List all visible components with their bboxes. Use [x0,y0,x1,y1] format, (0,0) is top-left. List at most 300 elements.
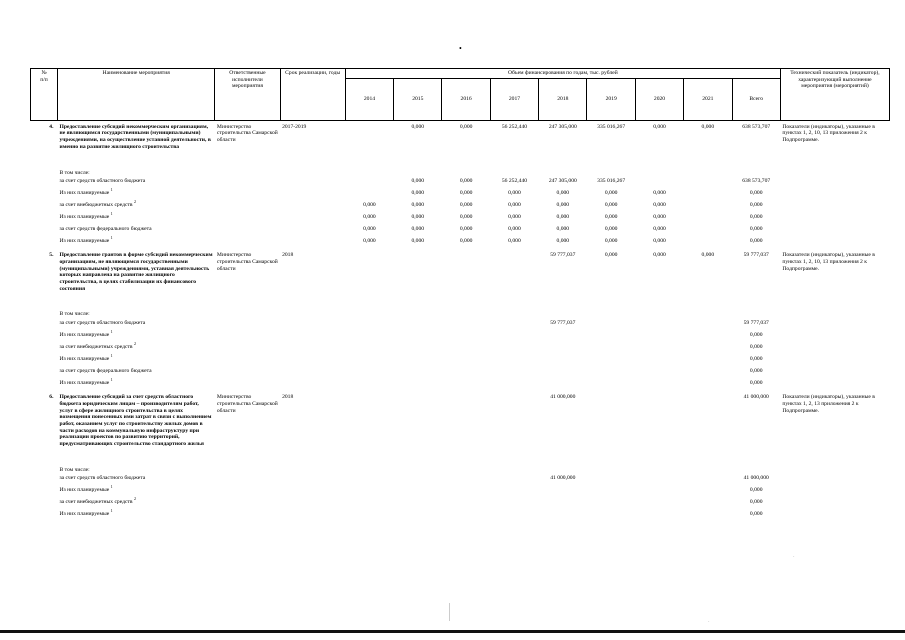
source-year-value [490,474,538,486]
header-name: Наименование мероприятия [57,69,214,121]
source-year-value [587,367,635,379]
source-total: 0,000 [749,332,763,339]
row-spacer [31,449,58,475]
source-year-value: 335 016,267 [597,178,626,185]
funding-source-label [57,225,345,237]
source-year-value [587,498,635,510]
measure-year-value: 0,000 [701,252,715,259]
source-year-value [684,225,732,237]
row-spacer [31,474,58,486]
source-year-value: 0,000 [411,214,425,221]
funding-source-text: Из них планируемые [59,214,110,221]
footnote-mark: 1 [110,484,113,490]
funding-source-label [57,486,345,498]
funding-source-text: за счет внебюджетных средств [59,202,133,209]
funding-source-text: за счет средств федерального бюджета [59,226,152,233]
source-year-value [490,331,538,343]
source-year-value: 0,000 [604,226,618,233]
source-year-value: 0,000 [459,214,473,221]
row-spacer [31,213,58,225]
source-year-value [345,510,393,522]
source-year-value [684,474,732,486]
funding-source-row [31,319,890,331]
scan-mark: · [793,555,795,560]
source-year-value: 0,000 [508,238,521,245]
row-spacer [31,343,58,355]
footnote-mark: 2 [133,341,136,347]
measure-year-value: 0,000 [459,123,473,130]
funding-source-row [31,379,890,391]
source-year-value [345,498,393,510]
source-year-value [442,379,490,391]
source-total: 0,000 [749,380,763,387]
source-year-value [684,498,732,510]
measure-term: 2018 [282,394,294,401]
row-spacer [780,486,889,498]
source-year-value [394,331,442,343]
source-year-value: 0,000 [508,226,521,233]
row-spacer [780,343,889,355]
source-year-value: 0,000 [363,214,376,221]
source-year-value [394,474,442,486]
measure-number: 5. [49,252,54,259]
source-total: 0,000 [749,190,763,197]
funding-source-row [31,343,890,355]
measure-total: 41 000,000 [743,394,769,401]
funding-source-row [31,189,890,201]
source-year-value [635,498,683,510]
row-spacer [31,189,58,201]
source-year-value [587,331,635,343]
measure-year-value: 0,000 [411,123,425,130]
source-year-value [394,510,442,522]
measure-responsible: Министерство строительства Самарской области [216,252,278,272]
including-row [31,449,890,475]
measure-year-value [442,249,490,293]
footnote-mark: 1 [110,187,113,193]
footnote-mark: 1 [110,377,113,383]
source-year-value [587,379,635,391]
source-year-value: 0,000 [363,202,376,209]
source-total: 0,000 [749,344,763,351]
source-year-value: 0,000 [508,190,521,197]
funding-source-text: за счет средств областного бюджета [59,178,146,185]
funding-source-text: за счет внебюджетных средств [59,499,133,506]
header-term: Срок реализации, годы [280,69,345,121]
row-spacer [780,498,889,510]
measure-year-value [442,391,490,449]
scan-line [449,603,450,621]
source-year-value [345,189,393,201]
footnote-mark: 1 [110,508,113,514]
source-year-value [684,319,732,331]
source-year-value [684,379,732,391]
row-spacer [780,201,889,213]
source-year-value [635,379,683,391]
row-spacer [31,486,58,498]
measure-year-value: 59 777,037 [550,252,576,259]
source-year-value: 0,000 [508,214,521,221]
source-year-value [684,510,732,522]
funding-source-row [31,237,890,249]
source-year-value [635,367,683,379]
header-year: 2016 [442,78,490,120]
table-body [31,120,890,522]
source-year-value [635,474,683,486]
row-spacer [31,510,58,522]
scan-mark: · [708,620,710,625]
source-year-value [587,510,635,522]
source-year-value [490,367,538,379]
funding-source-text: за счет средств областного бюджета [59,475,146,482]
row-spacer [31,201,58,213]
measure-year-value [635,391,683,449]
funding-source-text: Из них планируемые [59,356,110,363]
row-spacer [780,510,889,522]
source-year-value: 247 305,000 [548,178,577,185]
source-year-value [442,319,490,331]
measure-year-value: 41 000,000 [550,394,576,401]
measure-term: 2018 [282,252,294,259]
source-total: 0,000 [749,356,763,363]
measure-year-value [394,249,442,293]
source-year-value [442,355,490,367]
measure-number: 4. [49,123,54,130]
source-year-value [394,343,442,355]
measure-year-value: 56 252,440 [501,123,528,130]
funding-source-row [31,355,890,367]
source-year-value: 0,000 [459,178,473,185]
source-year-value [635,319,683,331]
source-year-value [490,486,538,498]
measure-number: 6. [49,394,54,401]
source-year-value [345,331,393,343]
source-year-value [635,331,683,343]
source-year-value [490,379,538,391]
source-year-value [394,486,442,498]
footnote-mark: 1 [110,353,113,359]
source-year-value: 0,000 [411,226,425,233]
source-year-value [539,367,587,379]
source-year-value: 0,000 [508,202,521,209]
source-year-value [490,319,538,331]
source-year-value [394,355,442,367]
source-year-value: 0,000 [604,238,618,245]
source-year-value [684,213,732,225]
including-label: В том числе: [59,466,90,473]
source-year-value [539,343,587,355]
source-total: 0,000 [749,487,763,494]
measure-row [31,391,890,449]
source-year-value [635,177,683,189]
source-year-value [587,486,635,498]
row-spacer [31,498,58,510]
source-year-value [539,486,587,498]
source-year-value: 59 777,037 [550,320,576,327]
source-year-value: 0,000 [459,226,473,233]
funding-source-label [57,213,345,225]
source-year-value: 0,000 [363,238,376,245]
scan-bottom-rule [0,630,905,633]
funding-source-label [57,379,345,391]
source-year-value: 0,000 [653,214,666,221]
source-year-value: 0,000 [556,190,570,197]
funding-source-text: Из них планируемые [59,332,110,339]
measure-name: Предоставление субсидий за счет средств областного бюджета юридическим лицам – производителям работ, услуг в сфере жилищного строительства в целях возмещения понесенных ими затрат в связи с выполнением работ, оказанием услуг по строительству жилых домов в части расходов на коммунальную инфраструктуру при реализации проектов по развитию территорий, предусматривающих строительство стандартного жилья [59,394,212,448]
funding-source-row [31,510,890,522]
measure-total: 638 573,707 [742,123,771,130]
measure-responsible: Министерство строительства Самарской области [216,394,278,414]
source-year-value: 0,000 [604,202,618,209]
source-year-value [394,367,442,379]
funding-source-label [57,343,345,355]
funding-source-label [57,367,345,379]
source-year-value [345,319,393,331]
source-year-value [442,486,490,498]
funding-table [30,68,890,522]
row-spacer [31,367,58,379]
source-year-value [345,486,393,498]
funding-source-row [31,486,890,498]
source-year-value: 0,000 [363,226,376,233]
source-total: 0,000 [749,511,763,518]
source-year-value [442,367,490,379]
source-total: 0,000 [749,214,763,221]
source-year-value [539,379,587,391]
source-year-value [442,498,490,510]
source-year-value: 0,000 [459,238,473,245]
measure-indicator: Показатели (индикаторы), указанные в пунктах 1, 2, 10, 13 приложения 2 к Подпрограмме. [782,123,875,144]
source-year-value: 0,000 [604,190,618,197]
measure-year-value [490,249,538,293]
funding-source-text: за счет средств федерального бюджета [59,368,152,375]
source-year-value [684,343,732,355]
source-year-value: 0,000 [411,178,425,185]
source-year-value: 0,000 [653,202,666,209]
row-spacer [31,237,58,249]
header-year: 2019 [587,78,635,120]
source-year-value: 0,000 [411,202,425,209]
source-year-value [587,343,635,355]
source-year-value [539,498,587,510]
source-total: 0,000 [749,368,763,375]
measure-term: 2017-2019 [282,123,307,130]
source-total: 638 573,707 [742,178,771,185]
measure-responsible: Министерство строительства Самарской области [216,123,278,144]
source-year-value [345,343,393,355]
row-spacer [31,319,58,331]
source-year-value: 56 252,440 [501,178,528,185]
funding-source-label [57,319,345,331]
source-year-value [345,355,393,367]
funding-source-text: Из них планируемые [59,190,110,197]
source-year-value: 0,000 [653,238,666,245]
measure-year-value: 0,000 [701,123,715,130]
source-year-value: 0,000 [653,226,666,233]
funding-source-label [57,498,345,510]
footnote-mark: 1 [110,329,113,335]
including-label: В том числе: [59,311,90,318]
source-year-value: 0,000 [556,238,570,245]
table-header [31,69,890,121]
header-year: 2018 [539,78,587,120]
source-year-value [587,474,635,486]
source-year-value [490,510,538,522]
source-year-value: 0,000 [556,214,570,221]
source-year-value [345,474,393,486]
source-year-value [490,498,538,510]
source-year-value [587,355,635,367]
measure-name: Предоставление субсидий некоммерческим организациям, не являющимся государственными (муниципальными) учреждениями, на осуществление уставной деятельности, в именно на развитие жилищного строительства [59,123,211,150]
source-year-value [684,486,732,498]
funding-source-label [57,177,345,189]
source-year-value [635,486,683,498]
measure-indicator: Показатели (индикаторы), указанные в пунктах 1, 2, 13 приложения 2 к Подпрограмме. [782,394,875,414]
source-year-value [442,510,490,522]
source-total: 0,000 [749,226,763,233]
source-year-value [539,331,587,343]
source-total: 0,000 [749,499,763,506]
measure-year-value: 0,000 [653,252,666,259]
source-year-value [684,237,732,249]
source-year-value [345,379,393,391]
source-year-value: 0,000 [556,202,570,209]
measure-year-value: 247 305,000 [548,123,577,130]
row-spacer [31,355,58,367]
footnote-mark: 2 [133,496,136,502]
header-total: Всего [732,78,780,120]
row-spacer [31,293,58,319]
measure-row [31,120,890,151]
footnote-mark: 2 [133,199,136,205]
source-year-value [490,343,538,355]
row-spacer [780,213,889,225]
measure-indicator: Показатели (индикаторы), указанные в пунктах 1, 2, 10, 13 приложения 2 к Подпрограмме. [782,252,875,272]
header-funding: Объем финансирования по годам, тыс. рублей [345,69,780,79]
funding-source-text: за счет средств областного бюджета [59,320,146,327]
header-year: 2017 [490,78,538,120]
source-year-value [635,355,683,367]
row-spacer [780,331,889,343]
measure-year-value [394,391,442,449]
source-year-value [539,355,587,367]
funding-source-row [31,331,890,343]
source-year-value [442,343,490,355]
measure-year-value: 0,000 [604,252,618,259]
measure-year-value [490,391,538,449]
source-year-value: 41 000,000 [550,475,576,482]
measure-year-value [684,391,732,449]
source-total: 0,000 [749,202,763,209]
funding-source-row [31,498,890,510]
funding-source-label [57,189,345,201]
footnote-mark: 1 [110,235,113,241]
measure-year-value: 0,000 [653,123,666,130]
source-year-value [684,189,732,201]
measure-total: 59 777,037 [743,252,769,259]
source-year-value: 0,000 [556,226,570,233]
footnote-mark: 1 [110,211,113,217]
measure-name: Предоставление грантов в форме субсидий некоммерческим организациям, не являющимся государственными (муниципальными) учреждениями, уставная деятельность которых направлена на развитие жилищного строительства, в целях стабилизации их финансового состояния [59,252,213,292]
source-year-value [345,367,393,379]
measure-year-value [587,391,635,449]
funding-source-label [57,510,345,522]
funding-source-row [31,213,890,225]
including-row [31,152,890,178]
row-spacer [31,331,58,343]
source-year-value: 0,000 [411,238,425,245]
row-spacer [31,225,58,237]
source-year-value [442,331,490,343]
header-year: 2020 [635,78,683,120]
source-year-value [684,331,732,343]
source-year-value: 0,000 [604,214,618,221]
row-spacer [780,474,889,486]
source-year-value [394,379,442,391]
source-year-value [684,201,732,213]
source-year-value: 0,000 [459,202,473,209]
funding-source-text: Из них планируемые [59,380,110,387]
page-dot: • [459,44,462,53]
header-no: № п/п [31,69,58,121]
source-year-value [539,510,587,522]
header-year: 2014 [345,78,393,120]
source-year-value [345,177,393,189]
measure-year-value [345,120,393,151]
source-year-value [684,177,732,189]
source-year-value [394,498,442,510]
source-year-value [635,343,683,355]
source-year-value [684,367,732,379]
including-row [31,293,890,319]
row-spacer [31,177,58,189]
funding-source-row [31,367,890,379]
measure-year-value [345,249,393,293]
row-spacer [780,319,889,331]
funding-source-label [57,355,345,367]
row-spacer [780,237,889,249]
source-total: 41 000,000 [743,475,769,482]
row-spacer [780,189,889,201]
source-year-value [684,355,732,367]
funding-source-text: Из них планируемые [59,238,110,245]
row-spacer [780,355,889,367]
source-total: 59 777,037 [743,320,769,327]
source-year-value [394,319,442,331]
measure-year-value [345,391,393,449]
funding-source-label [57,474,345,486]
funding-source-label [57,201,345,213]
source-year-value [587,319,635,331]
including-label: В том числе: [59,169,90,176]
source-year-value: 0,000 [459,190,473,197]
header-indicator: Технический показатель (индикатор), характеризующий выполнение мероприятия (мероприятий) [780,69,889,121]
header-year: 2015 [394,78,442,120]
source-total: 0,000 [749,238,763,245]
funding-source-label [57,331,345,343]
source-year-value [442,474,490,486]
source-year-value: 0,000 [653,190,666,197]
funding-source-label [57,237,345,249]
funding-source-row [31,177,890,189]
row-spacer [780,177,889,189]
measure-year-value: 335 016,267 [597,123,626,130]
funding-source-row [31,474,890,486]
source-year-value [490,355,538,367]
funding-source-text: за счет внебюджетных средств [59,344,133,351]
row-spacer [780,225,889,237]
measure-row [31,249,890,293]
